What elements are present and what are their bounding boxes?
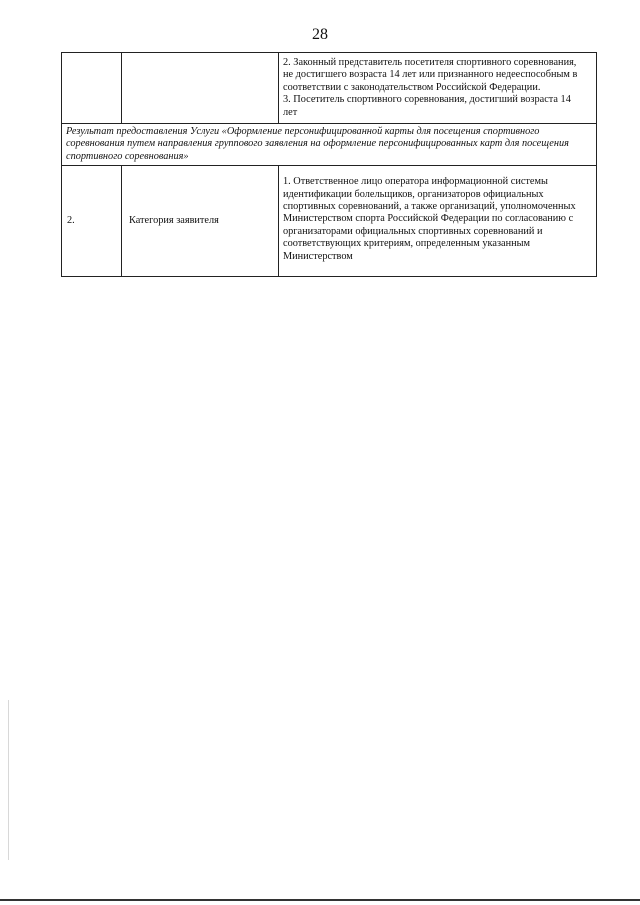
table-row	[62, 166, 597, 277]
text-line: организаторами официальных спортивных соревнований и	[283, 225, 543, 237]
text-line: лет	[283, 106, 298, 118]
scan-edge-left	[8, 700, 9, 860]
section-header-line: соревнования путем направления группового заявления на оформление персонифицированных карт для посещения	[66, 138, 569, 150]
text-line: соответствующих критериям, определенным указанным	[283, 238, 531, 250]
row-number-cell: 2.	[62, 166, 122, 277]
service-table	[61, 52, 597, 277]
description-cell	[279, 53, 597, 124]
text-line: спортивных соревнований, а также организаций, уполномоченных	[283, 201, 576, 213]
table-row	[62, 53, 597, 124]
text-line: Министерством	[283, 250, 353, 262]
row-number-cell	[62, 53, 122, 124]
section-header-line: Результат предоставления Услуги «Оформление персонифицированной карты для посещения спортивного	[66, 126, 540, 137]
category-cell	[122, 53, 279, 124]
section-header-row	[62, 124, 597, 166]
text-line: 3. Посетитель спортивного соревнования, достигший возраста 14	[283, 94, 571, 106]
text-line: Министерством спорта Российской Федерации по согласованию с	[283, 213, 574, 225]
text-line: идентификации болельщиков, организаторов официальных	[283, 188, 544, 200]
text-line: соответствии с законодательством Российской Федерации.	[283, 81, 541, 93]
text-line: не достигшего возраста 14 лет или признанного недееспособным в	[283, 69, 578, 81]
section-header-line: спортивного соревнования»	[66, 150, 189, 162]
description-cell	[279, 166, 597, 277]
text-line: 1. Ответственное лицо оператора информационной системы	[283, 176, 548, 188]
text-line: 2. Законный представитель посетителя спортивного соревнования,	[283, 57, 577, 68]
page-number: 28	[312, 26, 328, 43]
section-header-cell	[62, 124, 597, 166]
category-cell: Категория заявителя	[122, 166, 279, 277]
scan-edge-bottom	[0, 899, 640, 901]
